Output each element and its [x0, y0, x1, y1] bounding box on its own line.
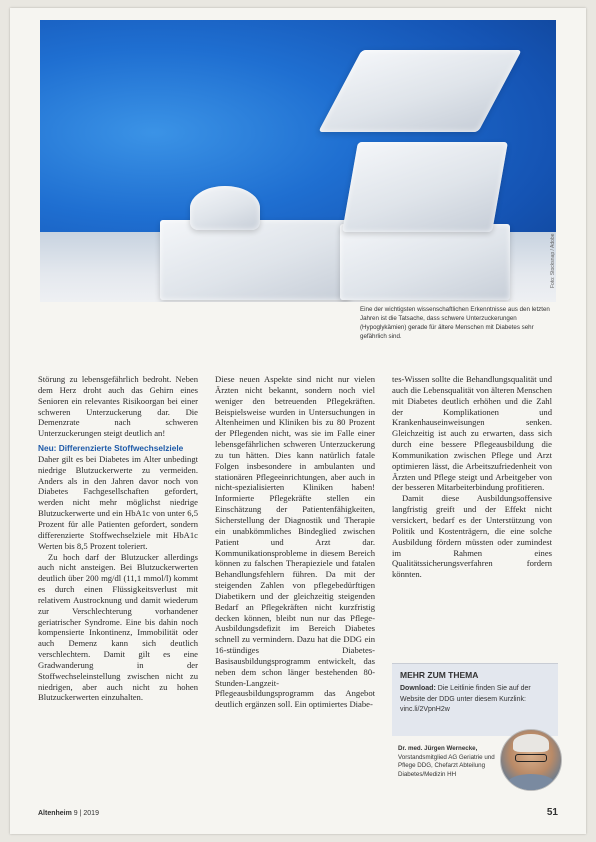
paragraph: Störung zu lebensgefährlich bedroht. Neben dem Herz droht auch das Gehirn eines Senioren ein relevantes Risikoorgan bei einer schweren Unterzuckerung dar. Die Demenzrate nach schweren Unterzuckerungen steigt deutlich an! — [38, 374, 198, 439]
photo-credit: Foto: Stocksnap / Adobe — [550, 233, 556, 288]
sugar-cube — [190, 186, 260, 230]
issue-number: 9 | 2019 — [71, 810, 99, 817]
paragraph: Zu hoch darf der Blutzucker allerdings auch nicht ansteigen. Bei Blutzuckerwerten deutlich über 200 mg/dl (11,1 mmol/l) kommt es durch einen Flüssigkeitsverlust mit relativem Austrocknung und damit wiederum zur Verschlechterung vorhandener geriatrischer Syndrome. Eine bis dahin noch kompensierte Inkontinenz, Immobilität oder auch Demenz kann sich deutlich verschlechtern. Damit gilt es eine Gradwanderung in der Stoffwechseleinstellung zwischen nicht zu niedrigen, aber auch nicht zu hohen Blutzuckerwerten einzuhalten. — [38, 551, 198, 703]
sugar-cube — [160, 220, 350, 300]
author-box — [392, 741, 558, 789]
sugar-cube — [318, 50, 522, 132]
paragraph: Damit diese Ausbildungsoffensive langfristig greift und der Effekt nicht versickert, bedarf es der Unterstützung von Politik und Kostenträgern, die eine solche Ausbildung fördern müssten oder zumindest im Rahmen eines Qualitätssicherungsverfahren fordern könnten. — [392, 493, 552, 580]
more-info-title: MEHR ZUM THEMA — [400, 670, 479, 680]
download-link-text[interactable]: Die Leitlinie finden Sie auf der Website der DDG unter diesem Kurzlink: vinc.li/2VpnH2w — [400, 685, 531, 713]
article-column-1 — [38, 374, 198, 703]
paragraph: Daher gilt es bei Diabetes im Alter unbedingt niedrige Blutzuckerwerte zu vermeiden. Anders als in den Jahren davor noch von Diabetes Fachgesellschaften gefordert, werden nicht mehr möglichst niedrige Blutzuckerwerte und ein HbA1c von unter 6,5 Prozent für alle Patienten gefordert, sondern differenzierte Stoffwechselziele mit HbA1c Werten bis 8,5 Prozent toleriert. — [38, 453, 198, 551]
photo-caption: Eine der wichtigsten wissenschaftlichen Erkenntnisse aus den letzten Jahren ist die Tatsache, dass schwere Unterzuckerungen (Hypoglykämien) gerade für ältere Menschen mit Diabetes sehr gefährlich sind. — [360, 306, 550, 340]
more-info-text — [400, 684, 552, 716]
sugar-cubes-photo — [40, 20, 556, 302]
download-label: Download: — [400, 685, 436, 692]
author-avatar — [500, 729, 562, 791]
author-position: Vorstandsmitglied AG Geriatrie und Pflege DDG, Chefarzt Abteilung Diabetes/Medizin HH — [398, 753, 495, 778]
section-subheading: Neu: Differenzierte Stoffwechselziele — [38, 443, 184, 454]
author-info — [398, 745, 498, 779]
paragraph: Diese neuen Aspekte sind nicht nur vielen Ärzten nicht bekannt, sondern noch viel weniger den betreuenden Pflegekräften. Beispielsweise wurden in Untersuchungen in Altenheimen und Kliniken bis zu 80 Prozent der Pflegenden nicht, was sie im Falle einer lebensgefährlichen schweren Unterzuckerung zu tun hätten. Dies kann natürlich fatale Folgen insbesondere in ambulanten und stationären Pflegeeinrichtungen, aber auch in nicht-spezialisierten Kliniken haben! Informierte Pflegekräfte stellen ein Einschätzung der Patientenfähigkeiten, Sicherstellung der Diagnostik und Therapie ein unabkömmliches Bindeglied zwischen Patient und Arzt dar. Kommunikationsprobleme in diesem Bereich können zu falschen Therapieziele und fatalen Behandlungsfehlern führen. Da mit der steigenden Zahlen von pflegebedürftigen Diabetikern und der gleichzeitig steigenden Bedarf an Pflegekräften nicht kurzfristig decken können, bleibt nun nur das Pflege-Ausbildungsdefizit im Bereich Diabetes schnell zu vermindern. Dazu hat die DDG ein 16-stündiges Diabetes-Basisausbildungsprogramm entwickelt, das neben dem schon länger bestehenden 80-Stunden-Langzeit-Pflegeausbildungsprogramm das Angebot deutlich ergänzen soll. Ein optimiertes Diabe- — [215, 374, 375, 710]
author-name: Dr. med. Jürgen Wernecke, — [398, 745, 478, 752]
magazine-page — [10, 8, 586, 834]
paragraph: tes-Wissen sollte die Behandlungsqualität und auch die Lebensqualität von älteren Menschen mit Diabetes deutlich erhöhen und die Zahl der Komplikationen und Krankenhauseinweisungen senken. Gleichzeitig ist auch zu erwarten, dass sich durch eine bessere Pflegeausbildung die Kommunikation zwischen Pflege und Arzt optimieren lässt, die Arbeitszufriedenheit von Ärzten und Pflege steigt und Arbeitgeber von der besseren Mitarbeiterbindung profitieren. — [392, 374, 552, 493]
footer-magazine — [38, 810, 99, 817]
article-column-2 — [215, 374, 375, 710]
article-column-3 — [392, 374, 552, 580]
page-number: 51 — [546, 807, 558, 818]
sugar-cube — [340, 224, 510, 300]
sugar-cube — [342, 142, 508, 232]
magazine-name: Altenheim — [38, 810, 72, 817]
more-info-box — [392, 663, 558, 736]
